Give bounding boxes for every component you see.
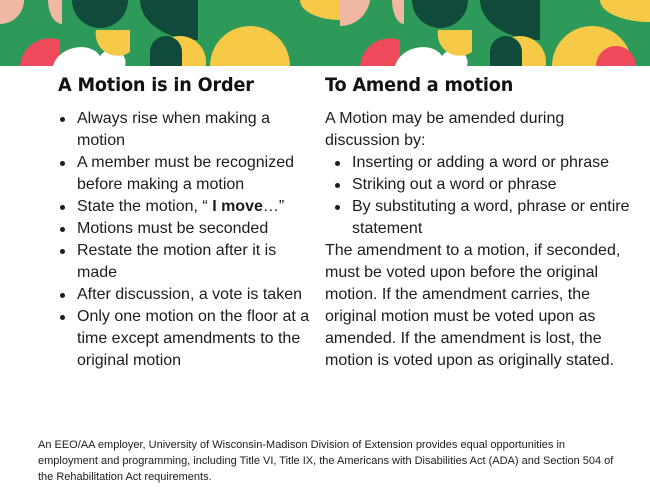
intro-text: A Motion may be amended during discussion by: [325, 110, 565, 149]
list-item: Motions must be seconded [77, 218, 318, 240]
list-item: Always rise when making a motion [77, 108, 318, 152]
rules-list [58, 108, 318, 372]
list-item: Only one motion on the floor at a time except amendments to the original motion [77, 306, 318, 372]
list-item: By substituting a word, phrase or entire statement [352, 196, 640, 240]
pattern-graphic [0, 0, 650, 66]
bold-phrase: I move [212, 198, 263, 215]
amend-methods-list [325, 152, 640, 240]
list-item: Inserting or adding a word or phrase [352, 152, 640, 174]
list-item: After discussion, a vote is taken [77, 284, 318, 306]
amend-motion-section [325, 71, 640, 372]
section-heading: A Motion is in Order [58, 74, 254, 96]
list-item-text-end: …” [262, 198, 285, 215]
list-item [77, 196, 318, 218]
body-text: The amendment to a motion, if seconded, must be voted upon before the original motion. If the amendment carries, the original motion must be voted upon as amended. If the amendment is lost, the motion is voted upon as originally stated. [325, 242, 621, 369]
list-item: Striking out a word or phrase [352, 174, 640, 196]
list-item: A member must be recognized before making a motion [77, 152, 318, 196]
section-heading: To Amend a motion [325, 74, 514, 96]
eeo-disclaimer: An EEO/AA employer, University of Wisconsin-Madison Division of Extension provides equal opportunities in employment and programming, including Title VI, Title IX, the Americans with Disabilities Act (ADA) and Section 504 of the Rehabilitation Act requirements. [38, 439, 614, 483]
decorative-banner [0, 0, 650, 66]
list-item-text: State the motion, “ [77, 198, 213, 215]
list-item: Restate the motion after it is made [77, 240, 318, 284]
motion-in-order-section [58, 71, 318, 372]
